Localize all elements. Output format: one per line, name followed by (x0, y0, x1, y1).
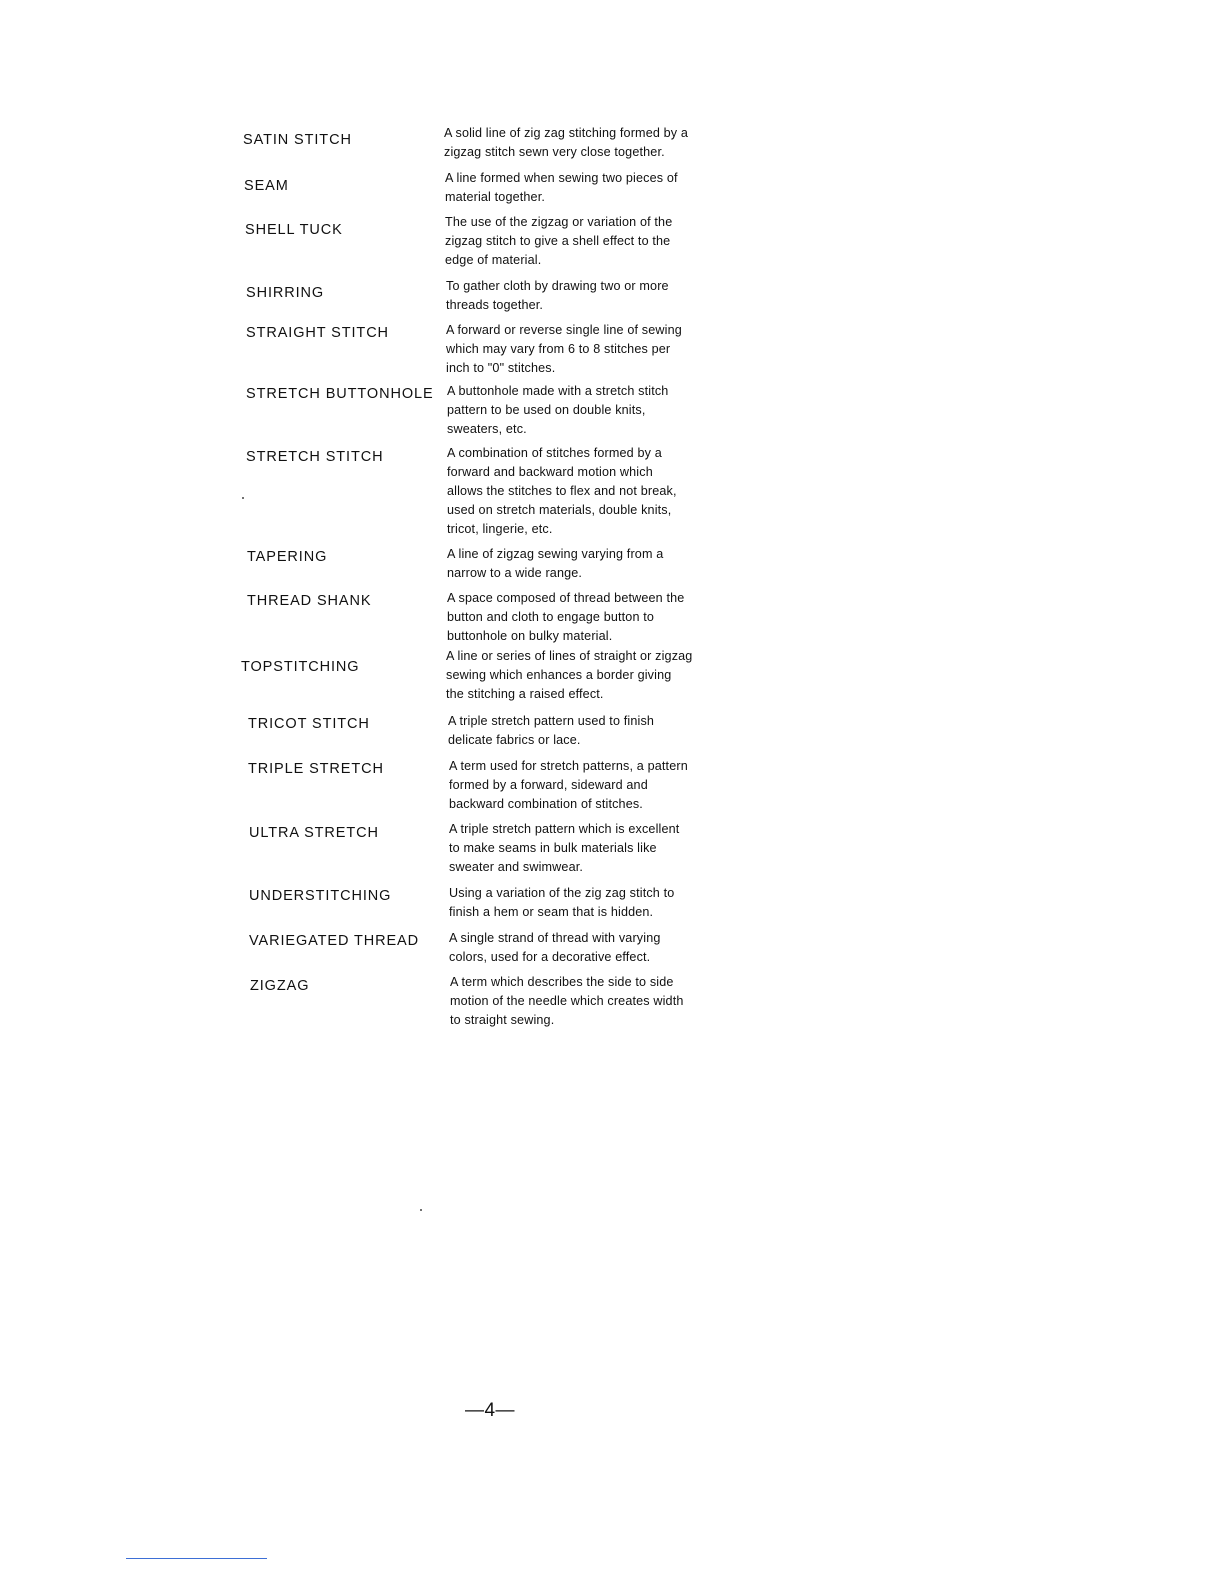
glossary-term: STRETCH BUTTONHOLE (246, 386, 434, 402)
scan-speck (242, 497, 244, 499)
glossary-definition (444, 124, 688, 162)
glossary-definition (449, 820, 679, 877)
glossary-definition (447, 444, 677, 539)
glossary-term: VARIEGATED THREAD (249, 933, 419, 949)
glossary-term: TRIPLE STRETCH (248, 761, 384, 777)
definition-line: zigzag stitch to give a shell effect to the (445, 234, 671, 248)
definition-line: motion of the needle which creates width (450, 994, 684, 1008)
definition-line: The use of the zigzag or variation of the (445, 215, 673, 229)
glossary-term: ULTRA STRETCH (249, 825, 379, 841)
definition-line: Using a variation of the zig zag stitch to (449, 886, 675, 900)
definition-line: allows the stitches to flex and not break, (447, 484, 677, 498)
definition-line: zigzag stitch sewn very close together. (444, 145, 665, 159)
definition-line: which may vary from 6 to 8 stitches per (446, 342, 671, 356)
glossary-term: THREAD SHANK (247, 593, 372, 609)
bottom-rule (126, 1558, 267, 1559)
definition-line: button and cloth to engage button to (447, 610, 655, 624)
glossary-term: TOPSTITCHING (241, 659, 360, 675)
definition-line: sewing which enhances a border giving (446, 668, 672, 682)
definition-line: to make seams in bulk materials like (449, 841, 657, 855)
definition-line: A forward or reverse single line of sewing (446, 323, 682, 337)
glossary-term: STRAIGHT STITCH (246, 325, 389, 341)
definition-line: delicate fabrics or lace. (448, 733, 581, 747)
glossary-definition (446, 277, 669, 315)
definition-line: sweater and swimwear. (449, 860, 584, 874)
glossary-definition (445, 213, 672, 270)
glossary-definition (446, 321, 682, 378)
definition-line: colors, used for a decorative effect. (449, 950, 651, 964)
glossary-definition (447, 589, 684, 646)
definition-line: forward and backward motion which (447, 465, 653, 479)
definition-line: A solid line of zig zag stitching formed by a (444, 126, 689, 140)
definition-line: A triple stretch pattern which is excellent (449, 822, 680, 836)
definition-line: formed by a forward, sideward and (449, 778, 648, 792)
definition-line: backward combination of stitches. (449, 797, 643, 811)
glossary-definition (445, 169, 678, 207)
glossary-term: SHIRRING (246, 285, 325, 301)
page-number: —4— (464, 1400, 516, 1421)
glossary-term: TRICOT STITCH (248, 716, 370, 732)
definition-line: finish a hem or seam that is hidden. (449, 905, 654, 919)
definition-line: to straight sewing. (450, 1013, 555, 1027)
definition-line: buttonhole on bulky material. (447, 629, 613, 643)
definition-line: A line or series of lines of straight or zigzag (446, 649, 693, 663)
definition-line: pattern to be used on double knits, (447, 403, 646, 417)
glossary-definition (449, 884, 674, 922)
definition-line: sweaters, etc. (447, 422, 527, 436)
definition-line: used on stretch materials, double knits, (447, 503, 672, 517)
definition-line: A line of zigzag sewing varying from a (447, 547, 664, 561)
glossary-definition (446, 647, 692, 704)
glossary-term: UNDERSTITCHING (249, 888, 392, 904)
definition-line: A triple stretch pattern used to finish (448, 714, 655, 728)
glossary-definition (447, 382, 668, 439)
scan-speck (420, 1209, 422, 1211)
glossary-term: SATIN STITCH (243, 132, 352, 148)
definition-line: inch to "0" stitches. (446, 361, 556, 375)
definition-line: narrow to a wide range. (447, 566, 583, 580)
glossary-term: SHELL TUCK (245, 222, 343, 238)
definition-line: A space composed of thread between the (447, 591, 685, 605)
definition-line: edge of material. (445, 253, 542, 267)
definition-line: the stitching a raised effect. (446, 687, 604, 701)
glossary-term: ZIGZAG (250, 978, 310, 994)
glossary-definition (447, 545, 663, 583)
definition-line: tricot, lingerie, etc. (447, 522, 553, 536)
definition-line: A term which describes the side to side (450, 975, 674, 989)
glossary-term: TAPERING (247, 549, 328, 565)
definition-line: material together. (445, 190, 546, 204)
glossary-definition (448, 712, 654, 750)
definition-line: threads together. (446, 298, 544, 312)
definition-line: A term used for stretch patterns, a pattern (449, 759, 688, 773)
glossary-definition (449, 757, 688, 814)
definition-line: A line formed when sewing two pieces of (445, 171, 678, 185)
glossary-definition (450, 973, 684, 1030)
definition-line: A buttonhole made with a stretch stitch (447, 384, 669, 398)
definition-line: A combination of stitches formed by a (447, 446, 662, 460)
glossary-definition (449, 929, 661, 967)
definition-line: To gather cloth by drawing two or more (446, 279, 669, 293)
glossary-term: SEAM (244, 178, 289, 194)
definition-line: A single strand of thread with varying (449, 931, 661, 945)
glossary-term: STRETCH STITCH (246, 449, 384, 465)
